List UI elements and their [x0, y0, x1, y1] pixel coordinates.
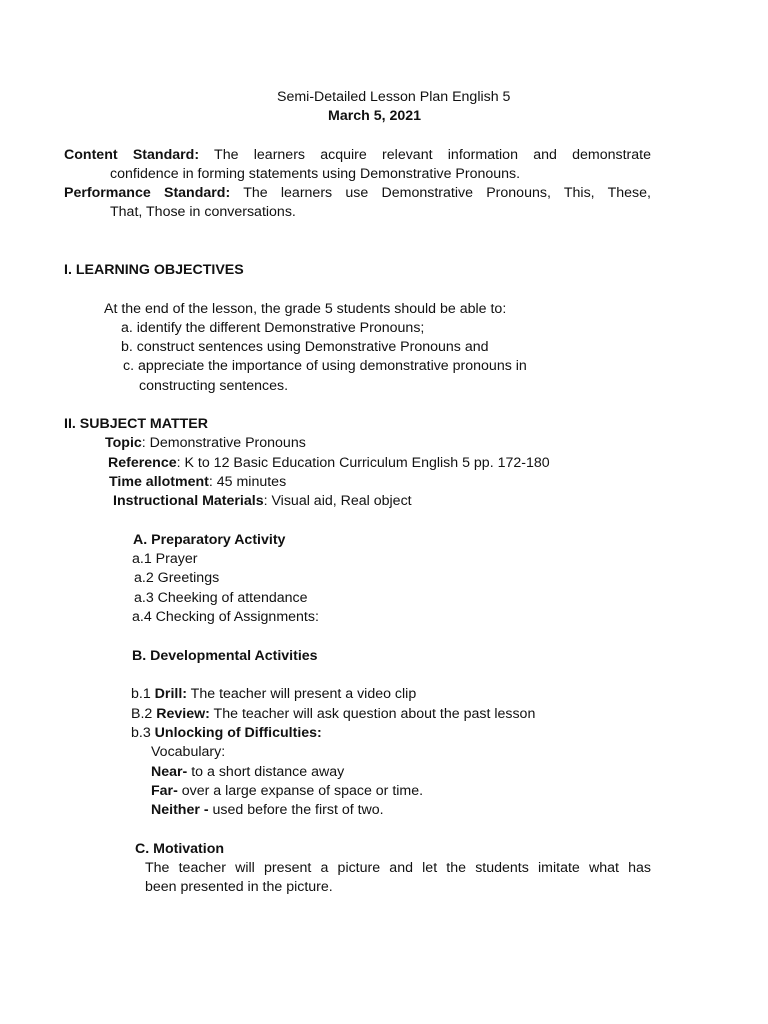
unlocking-label: Unlocking of Difficulties: [154, 725, 322, 741]
performance-standard [64, 184, 651, 203]
objective-item-a: a. identify the different Demonstrative Pronouns; [121, 320, 425, 336]
preparatory-item: a.3 Cheeking of attendance [134, 590, 308, 606]
vocab-near-def: to a short distance away [187, 764, 345, 780]
review-label: Review: [156, 706, 210, 722]
topic-line [105, 434, 306, 453]
objective-item-b: b. construct sentences using Demonstrative Pronouns and [121, 339, 489, 355]
content-standard-label: Content Standard: [64, 147, 200, 163]
vocab-far-term: Far- [151, 783, 178, 799]
materials-value: : Visual aid, Real object [263, 493, 412, 509]
vocab-far [151, 782, 423, 801]
objective-item-c: c. appreciate the importance of using demonstrative pronouns in [123, 358, 527, 374]
motivation-heading: C. Motivation [135, 841, 225, 857]
content-standard-text-1: The learners acquire relevant information and demonstrate [199, 147, 651, 163]
vocab-near [151, 763, 344, 782]
developmental-heading: B. Developmental Activities [132, 648, 318, 664]
materials-line [113, 492, 412, 511]
time-allotment-label: Time allotment [109, 474, 209, 490]
preparatory-item: a.1 Prayer [132, 551, 198, 567]
drill-text: The teacher will present a video clip [187, 686, 417, 702]
review-prefix: B.2 [131, 706, 157, 722]
vocab-near-term: Near- [151, 764, 188, 780]
unlocking-line [131, 724, 322, 743]
vocab-neither-term: Neither - [151, 802, 209, 818]
drill-line [131, 685, 416, 704]
content-standard-text-2: confidence in forming statements using Demonstrative Pronouns. [110, 166, 521, 182]
materials-label: Instructional Materials [113, 493, 264, 509]
review-line [131, 705, 535, 724]
time-allotment-line [109, 473, 286, 492]
reference-line [108, 454, 550, 473]
topic-label: Topic [105, 435, 142, 451]
vocab-neither-def: used before the first of two. [208, 802, 384, 818]
reference-label: Reference [108, 455, 177, 471]
preparatory-item: a.2 Greetings [134, 570, 220, 586]
drill-prefix: b.1 [131, 686, 155, 702]
motivation-text-1-content: The teacher will present a picture and let the students imitate what has [145, 860, 651, 876]
subject-matter-heading: II. SUBJECT MATTER [64, 416, 208, 432]
content-standard [64, 146, 651, 165]
review-text: The teacher will ask question about the past lesson [209, 706, 536, 722]
objectives-heading: I. LEARNING OBJECTIVES [64, 262, 244, 278]
vocab-neither [151, 801, 384, 820]
reference-value: : K to 12 Basic Education Curriculum English 5 pp. 172-180 [176, 455, 550, 471]
time-allotment-value: : 45 minutes [208, 474, 287, 490]
document-title: Semi-Detailed Lesson Plan English 5 [277, 89, 511, 105]
objective-item-c-cont: constructing sentences. [139, 378, 289, 394]
preparatory-item: a.4 Checking of Assignments: [132, 609, 319, 625]
motivation-text-1 [145, 859, 651, 878]
document-date: March 5, 2021 [328, 108, 422, 124]
vocabulary-label: Vocabulary: [151, 744, 226, 760]
objectives-intro: At the end of the lesson, the grade 5 students should be able to: [104, 301, 507, 317]
topic-value: : Demonstrative Pronouns [141, 435, 306, 451]
unlocking-prefix: b.3 [131, 725, 155, 741]
performance-standard-text-1: The learners use Demonstrative Pronouns, This, These, [230, 185, 651, 201]
drill-label: Drill: [154, 686, 187, 702]
performance-standard-text-2: That, Those in conversations. [110, 204, 296, 220]
vocab-far-def: over a large expanse of space or time. [177, 783, 424, 799]
performance-standard-label: Performance Standard: [64, 185, 231, 201]
motivation-text-2: been presented in the picture. [145, 879, 333, 895]
preparatory-heading: A. Preparatory Activity [133, 532, 286, 548]
